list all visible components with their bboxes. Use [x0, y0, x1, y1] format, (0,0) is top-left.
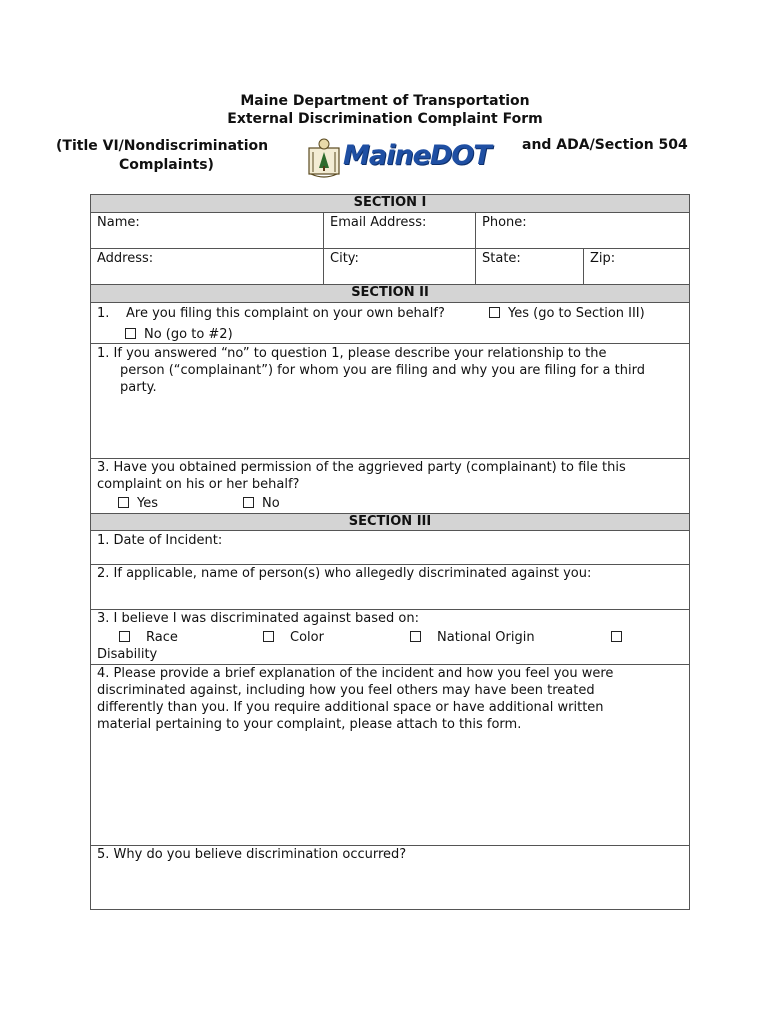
race-label: Race — [146, 630, 178, 645]
permission-no-checkbox[interactable] — [243, 497, 254, 508]
explanation-line-1: 4. Please provide a brief explanation of the incident and how you feel you were — [97, 666, 614, 681]
address-label: Address: — [97, 251, 154, 266]
city-field[interactable] — [324, 249, 476, 284]
q1-yes-option[interactable] — [489, 306, 645, 321]
permission-line-2: complaint on his or her behalf? — [97, 477, 300, 492]
zip-label: Zip: — [590, 251, 616, 266]
email-label: Email Address: — [330, 215, 427, 230]
disability-checkbox[interactable] — [611, 631, 622, 642]
q1-text: Are you filing this complaint on your own behalf? — [126, 306, 445, 321]
why-discrimination-field[interactable] — [91, 846, 689, 909]
relationship-question[interactable] — [91, 344, 689, 459]
complaint-form — [90, 194, 690, 910]
permission-question — [91, 459, 689, 514]
address-field[interactable] — [91, 249, 324, 284]
city-label: City: — [330, 251, 359, 266]
explanation-line-3: differently than you. If you require additional space or have additional written — [97, 700, 604, 715]
basis-race-option[interactable] — [119, 630, 178, 645]
person-name-field[interactable] — [91, 565, 689, 610]
state-field[interactable] — [476, 249, 584, 284]
mainedot-wordmark: MaineDOT — [343, 140, 491, 171]
color-checkbox[interactable] — [263, 631, 274, 642]
state-seal-icon — [307, 138, 341, 180]
relationship-text — [91, 344, 689, 396]
header-left-line1: (Title VI/Nondiscrimination — [56, 138, 269, 154]
explanation-line-4: material pertaining to your complaint, please attach to this form. — [97, 717, 522, 732]
form-title: Maine Department of Transportation — [240, 93, 530, 109]
relationship-line-2: person (“complainant”) for whom you are filing and why you are filing for a third — [120, 363, 645, 378]
permission-no-label: No — [262, 496, 280, 511]
date-of-incident-label: 1. Date of Incident: — [97, 533, 223, 548]
color-label: Color — [290, 630, 324, 645]
section-3-header: SECTION III — [91, 514, 689, 531]
q1-no-label: No (go to #2) — [144, 327, 233, 342]
race-checkbox[interactable] — [119, 631, 130, 642]
q1-number: 1. — [97, 306, 110, 321]
explanation-field[interactable] — [91, 665, 689, 846]
national-origin-checkbox[interactable] — [410, 631, 421, 642]
relationship-line-1: 1. If you answered “no” to question 1, please describe your relationship to the — [97, 346, 607, 361]
contact-row-2 — [91, 249, 689, 285]
permission-line-1: 3. Have you obtained permission of the aggrieved party (complainant) to file this — [97, 460, 626, 475]
contact-row-1 — [91, 213, 689, 249]
relationship-line-3: party. — [120, 380, 157, 395]
header-left-text — [56, 137, 296, 175]
q1-no-option[interactable] — [125, 327, 233, 342]
email-field[interactable] — [324, 213, 476, 248]
own-behalf-question — [91, 303, 689, 344]
name-field[interactable] — [91, 213, 324, 248]
basis-color-option[interactable] — [263, 630, 324, 645]
permission-yes-option[interactable] — [118, 496, 158, 511]
section-2-header: SECTION II — [91, 285, 689, 303]
section-1-header: SECTION I — [91, 195, 689, 213]
disability-label: Disability — [97, 647, 158, 662]
permission-yes-label: Yes — [137, 496, 158, 511]
explanation-line-2: discriminated against, including how you feel others may have been treated — [97, 683, 595, 698]
permission-yes-checkbox[interactable] — [118, 497, 129, 508]
basis-disability-checkbox-wrap[interactable] — [611, 630, 630, 645]
basis-national-origin-option[interactable] — [410, 630, 535, 645]
permission-no-option[interactable] — [243, 496, 280, 511]
date-of-incident-field[interactable] — [91, 531, 689, 565]
header-right-text: and ADA/Section 504 — [522, 137, 688, 153]
state-label: State: — [482, 251, 521, 266]
mainedot-logo — [307, 138, 491, 182]
why-discrimination-label: 5. Why do you believe discrimination occurred? — [97, 847, 407, 862]
header-left-line2: Complaints) — [119, 157, 214, 173]
explanation-text — [91, 665, 689, 733]
q1-yes-label: Yes (go to Section III) — [508, 306, 645, 321]
form-subtitle: External Discrimination Complaint Form — [227, 111, 543, 127]
basis-label: 3. I believe I was discriminated against based on: — [97, 611, 419, 626]
q1-yes-checkbox[interactable] — [489, 307, 500, 318]
basis-question — [91, 610, 689, 665]
name-label: Name: — [97, 215, 140, 230]
q1-no-checkbox[interactable] — [125, 328, 136, 339]
permission-text — [91, 459, 689, 493]
phone-label: Phone: — [482, 215, 527, 230]
zip-field[interactable] — [584, 249, 689, 284]
phone-field[interactable] — [476, 213, 689, 248]
person-name-label: 2. If applicable, name of person(s) who allegedly discriminated against you: — [97, 566, 592, 581]
national-origin-label: National Origin — [437, 630, 535, 645]
